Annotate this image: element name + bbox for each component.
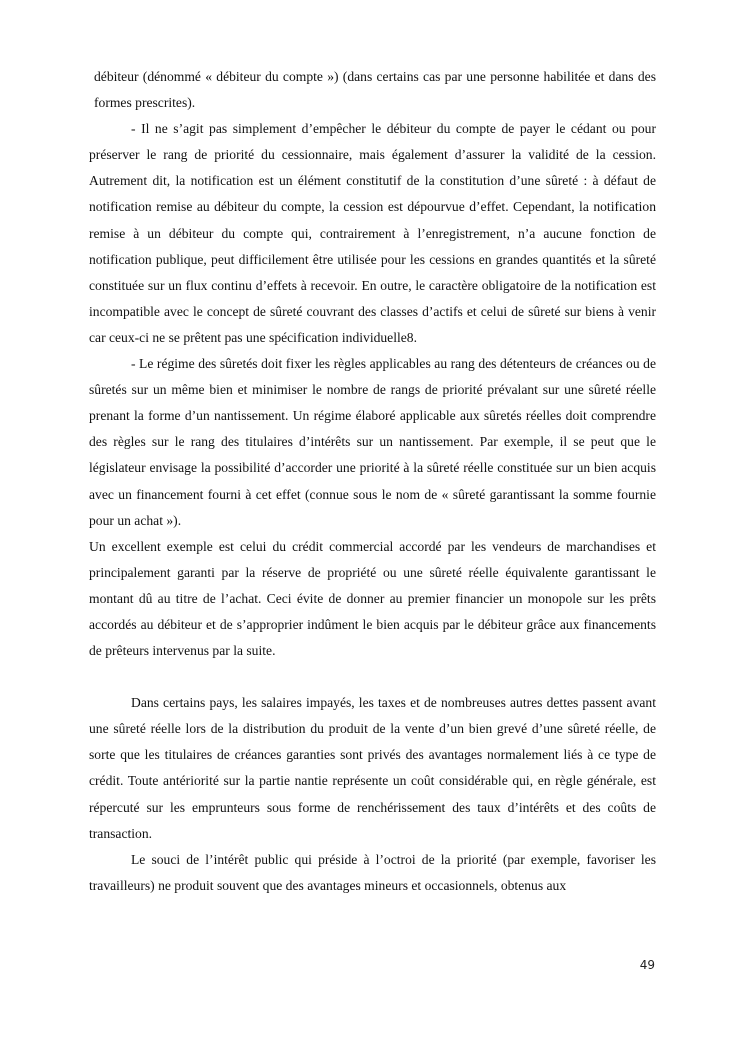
paragraph-gap [89,664,656,690]
body-text [89,64,656,899]
page-number: 49 [639,958,655,972]
paragraph-notification: - Il ne s’agit pas simplement d’empêcher le débiteur du compte de payer le cédant ou pour préserver le rang de priorité du cessionnaire, mais également d’assurer la validité de la cession. Autrement dit, la notification est un élément constitutif de la constitution d’une sûreté : à défaut de notification remise au débiteur du compte, la cession est dépourvue d’effet. Cependant, la notification remise à un débiteur du compte qui, contrairement à l’enregistrement, n’a aucune fonction de notification publique, peut difficilement être utilisée pour les cessions en grandes quantités et la sûreté constituée sur un flux continu d’effets à recevoir. En outre, le caractère obligatoire de la notification est incompatible avec le concept de sûreté couvrant des classes d’actifs et celui de sûreté sur biens à venir car ceux-ci ne se prêtent pas une spécification individuelle8. [89,121,656,345]
paragraph-unpaid-wages: Dans certains pays, les salaires impayés, les taxes et de nombreuses autres dettes passent avant une sûreté réelle lors de la distribution du produit de la vente d’un bien grevé d’une sûreté réelle, de sorte que les titulaires de créances garanties sont privés des avantages normalement liés à ce type de crédit. Toute antériorité sur la partie nantie représente un coût considérable qui, en règle générale, est répercuté sur les emprunteurs sous forme de renchérissement des taux d’intérêts et des coûts de transaction. [89,695,656,841]
paragraph-example: Un excellent exemple est celui du crédit commercial accordé par les vendeurs de marchandises et principalement garanti par la réserve de propriété ou une sûreté réelle équivalente garantissant le montant dû au titre de l’achat. Ceci évite de donner au premier financier un monopole sur les prêts accordés au débiteur et de s’approprier indûment le bien acquis par le débiteur grâce aux financements de prêteurs intervenus par la suite. [89,538,656,659]
paragraph-continuation: débiteur (dénommé « débiteur du compte ») (dans certains cas par une personne habilitée et dans des formes prescrites). [94,69,656,111]
paragraph-public-interest: Le souci de l’intérêt public qui préside à l’octroi de la priorité (par exemple, favoriser les travailleurs) ne produit souvent que des avantages mineurs et occasionnels, obtenus aux [89,851,656,893]
paragraph-priority-rules: - Le régime des sûretés doit fixer les règles applicables au rang des détenteurs de créances ou de sûretés sur un même bien et minimiser le nombre de rangs de priorité prévalant sur une sûreté réelle prenant la forme d’un nantissement. Un régime élaboré applicable aux sûretés réelles doit comprendre des règles sur le rang des titulaires d’intérêts sur un nantissement. Par exemple, il se peut que le législateur envisage la possibilité d’accorder une priorité à la sûreté réelle constituée sur un bien acquis avec un financement fourni à cet effet (connue sous le nom de « sûreté garantissant la somme fournie pour un achat »). [89,356,656,528]
